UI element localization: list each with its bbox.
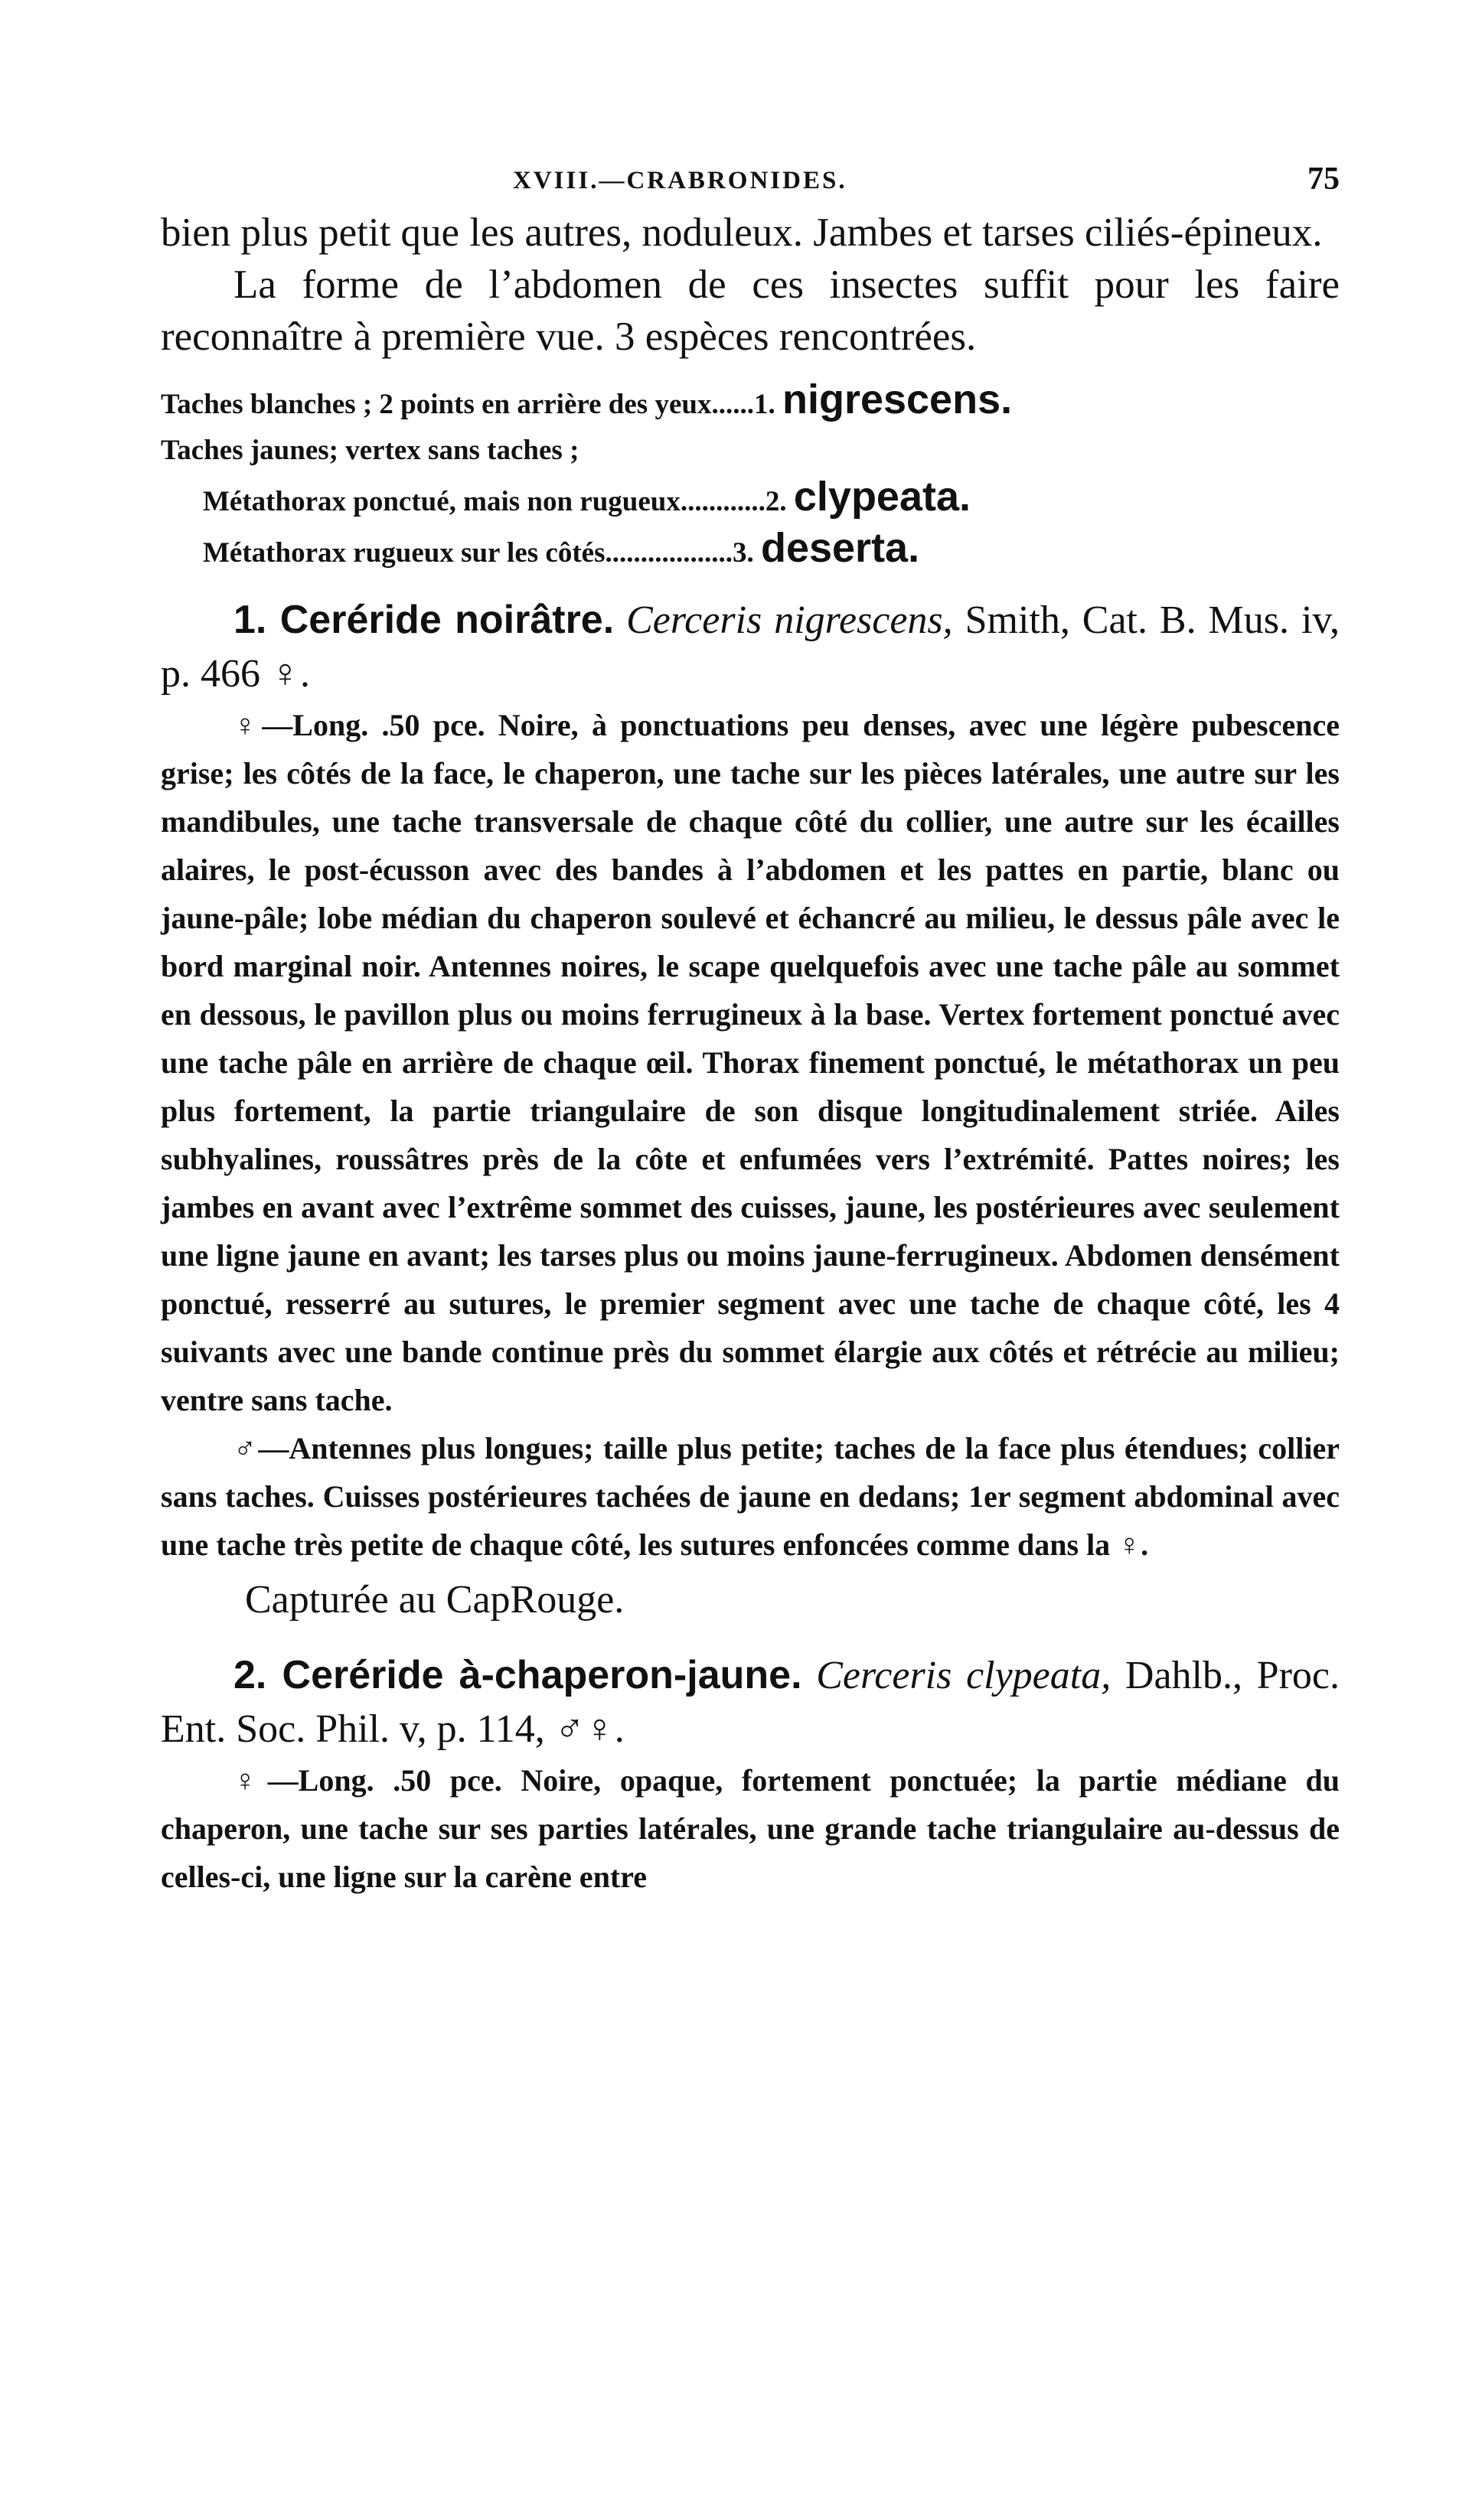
key-line-2 [161,428,1340,474]
intro-paragraph-abdomen: La forme de l’abdomen de ces insectes suffit pour les faire reconnaître à première vue. 3 espèces rencontrées. [161,262,1340,359]
species1-male-description: ♂—Antennes plus longues; taille plus petite; taches de la face plus étendues; collier sans taches. Cuisses postérieures tachées de jaune en dedans; 1er segment abdominal avec une tache très petite de chaque côté, les sutures enfoncées comme dans la ♀. [161,1431,1340,1562]
species2-female-description: ♀—Long. .50 pce. Noire, opaque, fortement ponctuée; la partie médiane du chaperon, une tache sur ses parties latérales, une grande tache triangulaire au-dessus de celles-ci, une ligne sur la carène entre [161,1763,1340,1894]
species-key [161,377,1340,576]
key-line-text: Métathorax rugueux sur les côtés..................3. [203,537,754,569]
species1-heading-italic: Cerceris nigrescens, [626,598,953,642]
running-header [161,138,1340,207]
species1-capture-note: Capturée au CapRouge. [245,1578,625,1622]
key-line-3 [161,474,1340,525]
species2-heading [161,1648,1340,1756]
key-line-4 [161,525,1340,576]
key-line-1 [161,377,1340,428]
key-species-name: deserta. [760,525,920,571]
species2-heading-ref: Dahlb., Proc. Ent. Soc. Phil. v, p. 114, ♂♀. [161,1654,1340,1751]
intro-paragraph-continuation: bien plus petit que les autres, noduleux. Jambes et tarses ciliés-épineux. [161,210,1323,255]
running-title: XVIII.—CRABRONIDES. [513,167,847,194]
key-species-name: clypeata. [793,474,971,520]
key-line-text: Taches jaunes; vertex sans taches ; [161,435,579,466]
species1-heading [161,593,1340,701]
key-species-name: nigrescens. [782,377,1013,422]
page-number: 75 [1307,161,1340,197]
species2-heading-main: 2. Ceréride à-chaperon-jaune. [233,1653,802,1697]
key-line-text: Métathorax ponctué, mais non rugueux............2. [203,486,787,517]
species1-heading-main: 1. Ceréride noirâtre. [233,598,615,642]
species1-heading-ref: Smith, Cat. B. Mus. iv, p. 466 ♀. [161,598,1340,696]
book-page [161,138,1340,1901]
species2-heading-italic: Cerceris clypeata, [816,1654,1112,1697]
key-line-text: Taches blanches ; 2 points en arrière des yeux......1. [161,389,775,420]
species1-female-description: ♀—Long. .50 pce. Noire, à ponctuations peu denses, avec une légère pubescence grise; les côtés de la face, le chaperon, une tache sur les pièces latérales, une autre sur les mandibules, une tache transversale de chaque côté du collier, une autre sur les écailles alaires, le post-écusson avec des bandes à l’abdomen et les pattes en partie, blanc ou jaune-pâle; lobe médian du chaperon soulevé et échancré au milieu, le dessus pâle avec le bord marginal noir. Antennes noires, le scape quelquefois avec une tache pâle au sommet en dessous, le pavillon plus ou moins ferrugineux à la base. Vertex fortement ponctué avec une tache pâle en arrière de chaque œil. Thorax finement ponctué, le métathorax un peu plus fortement, la partie triangulaire de son disque longitudinalement striée. Ailes subhyalines, roussâtres près de la côte et enfumées vers l’extrémité. Pattes noires; les jambes en avant avec l’extrême sommet des cuisses, jaune, les postérieures avec seulement une ligne jaune en avant; les tarses plus ou moins jaune-ferrugineux. Abdomen densément ponctué, resserré au sutures, le premier segment avec une tache de chaque côté, les 4 suivants avec une bande continue près du sommet élargie aux côtés et rétrécie au milieu; ventre sans tache. [161,708,1340,1417]
